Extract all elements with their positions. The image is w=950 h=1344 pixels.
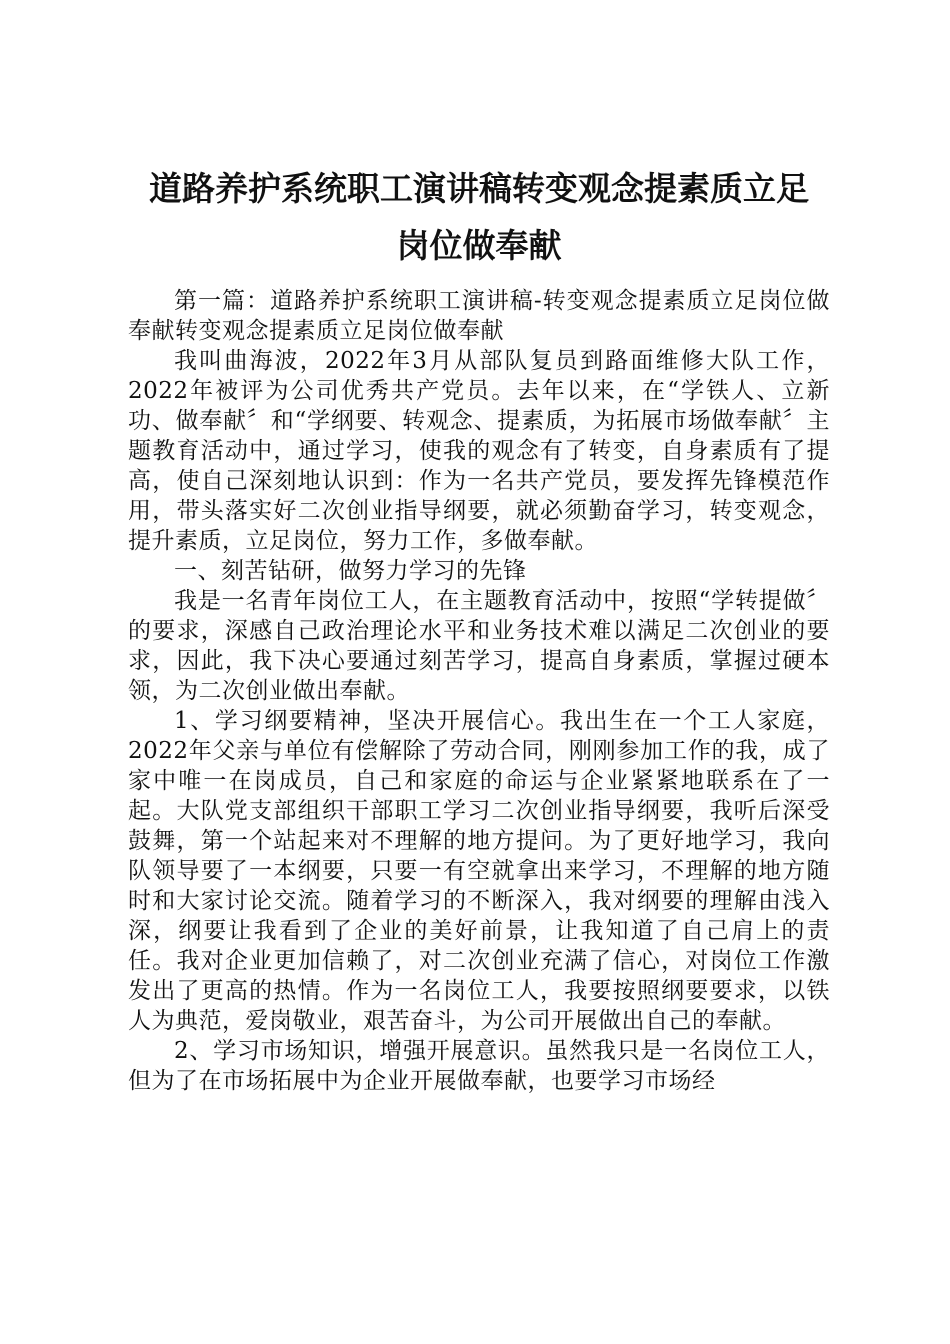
paragraph-item-2: 2、学习市场知识，增强开展意识。虽然我只是一名岗位工人，但为了在市场拓展中为企业开展做奉献，也要学习市场经 [128,1038,830,1094]
paragraph-section-1: 我是一名青年岗位工人，在主题教育活动中，按照“学转提做〞的要求，深感自己政治理论水平和业务技术难以满足二次创业的要求，因此，我下决心要通过刻苦学习，提高自身素质，掌握过硬本领，为二次创业做出奉献。 [128,588,830,704]
paragraph-self-introduction: 我叫曲海波，2022年3月从部队复员到路面维修大队工作，2022年被评为公司优秀共产党员。去年以来，在“学铁人、立新功、做奉献〞和“学纲要、转观念、提素质，为拓展市场做奉献〞主题教育活动中，通过学习，使我的观念有了转变，自身素质有了提高，使自己深刻地认识到：作为一名共产党员，要发挥先锋模范作用，带头落实好二次创业指导纲要，就必须勤奋学习，转变观念，提升素质，立足岗位，努力工作，多做奉献。 [128,348,830,554]
document-title [128,160,830,274]
paragraph-item-1: 1、学习纲要精神，坚决开展信心。我出生在一个工人家庭，2022年父亲与单位有偿解除了劳动合同，刚刚参加工作的我，成了家中唯一在岗成员，自己和家庭的命运与企业紧紧地联系在了一起。大队党支部组织干部职工学习二次创业指导纲要，我听后深受鼓舞，第一个站起来对不理解的地方提问。为了更好地学习，我向队领导要了一本纲要，只要一有空就拿出来学习，不理解的地方随时和大家讨论交流。随着学习的不断深入，我对纲要的理解由浅入深，纲要让我看到了企业的美好前景，让我知道了自己肩上的责任。我对企业更加信赖了，对二次创业充满了信心，对岗位工作激发出了更高的热情。作为一名岗位工人，我要按照纲要要求，以铁人为典范，爱岗敬业，艰苦奋斗，为公司开展做出自己的奉献。 [128,708,830,1034]
title-line-1: 道路养护系统职工演讲稿转变观念提素质立足 [149,169,809,208]
document-body [128,286,830,1096]
paragraph-intro: 第一篇：道路养护系统职工演讲稿-转变观念提素质立足岗位做奉献转变观念提素质立足岗位做奉献 [128,288,830,344]
section-heading-1: 一、刻苦钻研，做努力学习的先锋 [174,558,527,584]
title-line-2: 岗位做奉献 [396,226,562,265]
